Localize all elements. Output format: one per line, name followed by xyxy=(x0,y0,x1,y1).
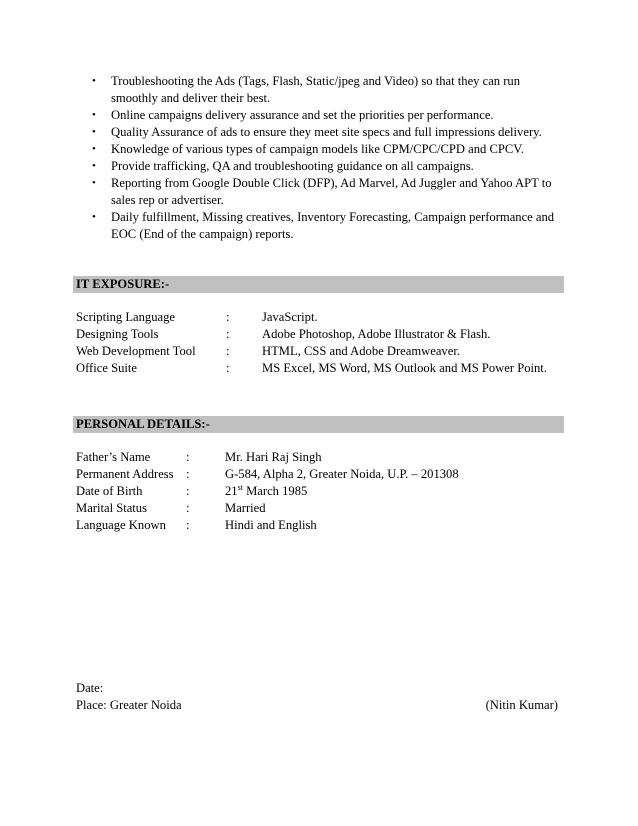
row-label: Marital Status xyxy=(76,501,148,515)
dob-month-year: March 1985 xyxy=(242,484,308,498)
place-label: Place: Greater Noida xyxy=(76,698,182,712)
list-item-text: Troubleshooting the Ads (Tags, Flash, Static/jpeg and Video) so that they can run smoothly and deliver their best. xyxy=(111,74,521,105)
row-label: Scripting Language xyxy=(76,310,175,324)
row-separator: : xyxy=(186,518,190,532)
row-separator: : xyxy=(226,310,230,324)
bullet-icon: • xyxy=(92,160,96,172)
row-value: G-584, Alpha 2, Greater Noida, U.P. – 201308 xyxy=(225,467,459,481)
row-separator: : xyxy=(226,344,230,358)
dob-day: 21 xyxy=(225,484,238,498)
row-value: Adobe Photoshop, Adobe Illustrator & Flash. xyxy=(262,327,491,341)
list-item xyxy=(90,73,562,107)
list-item-text: Knowledge of various types of campaign models like CPM/CPC/CPD and CPCV. xyxy=(111,142,524,156)
list-item xyxy=(90,158,562,175)
list-item xyxy=(90,141,562,158)
list-item-text: Provide trafficking, QA and troubleshooting guidance on all campaigns. xyxy=(111,159,474,173)
row-value: Married xyxy=(225,501,266,515)
row-value: JavaScript. xyxy=(262,310,318,324)
bullet-icon: • xyxy=(92,143,96,155)
row-label: Designing Tools xyxy=(76,327,159,341)
row-value: HTML, CSS and Adobe Dreamweaver. xyxy=(262,344,460,358)
bullet-icon: • xyxy=(92,211,96,223)
list-item xyxy=(90,209,562,243)
bullet-icon: • xyxy=(92,109,96,121)
list-item-text: Online campaigns delivery assurance and set the priorities per performance. xyxy=(111,108,494,122)
signature-name: (Nitin Kumar) xyxy=(485,698,558,712)
row-value: Mr. Hari Raj Singh xyxy=(225,450,322,464)
row-separator: : xyxy=(186,467,190,481)
row-separator: : xyxy=(226,327,230,341)
row-separator: : xyxy=(186,450,190,464)
row-label: Father’s Name xyxy=(76,450,151,464)
list-item-text: Quality Assurance of ads to ensure they meet site specs and full impressions delivery. xyxy=(111,125,542,139)
list-item-text: Reporting from Google Double Click (DFP), Ad Marvel, Ad Juggler and Yahoo APT to sales rep or advertiser. xyxy=(111,176,552,207)
bullet-icon: • xyxy=(92,126,96,138)
row-separator: : xyxy=(186,484,190,498)
bullet-icon: • xyxy=(92,177,96,189)
list-item xyxy=(90,175,562,209)
list-item xyxy=(90,107,562,124)
row-value: Hindi and English xyxy=(225,518,317,532)
row-label: Office Suite xyxy=(76,361,137,375)
row-label: Date of Birth xyxy=(76,484,143,498)
bullet-icon: • xyxy=(92,75,96,87)
it-exposure-heading: IT EXPOSURE:- xyxy=(73,276,564,293)
row-separator: : xyxy=(186,501,190,515)
row-separator: : xyxy=(226,361,230,375)
row-label: Permanent Address xyxy=(76,467,174,481)
row-value: MS Excel, MS Word, MS Outlook and MS Power Point. xyxy=(262,361,547,375)
date-label: Date: xyxy=(76,681,104,695)
personal-details-heading: PERSONAL DETAILS:- xyxy=(73,416,564,433)
row-value xyxy=(225,483,307,500)
dob-ordinal-suffix: st xyxy=(237,482,243,492)
list-item-text: Daily fulfillment, Missing creatives, Inventory Forecasting, Campaign performance and EOC (End of the campaign) reports. xyxy=(111,210,555,241)
list-item xyxy=(90,124,562,141)
row-label: Web Development Tool xyxy=(76,344,196,358)
row-label: Language Known xyxy=(76,518,166,532)
responsibilities-list xyxy=(90,73,562,243)
